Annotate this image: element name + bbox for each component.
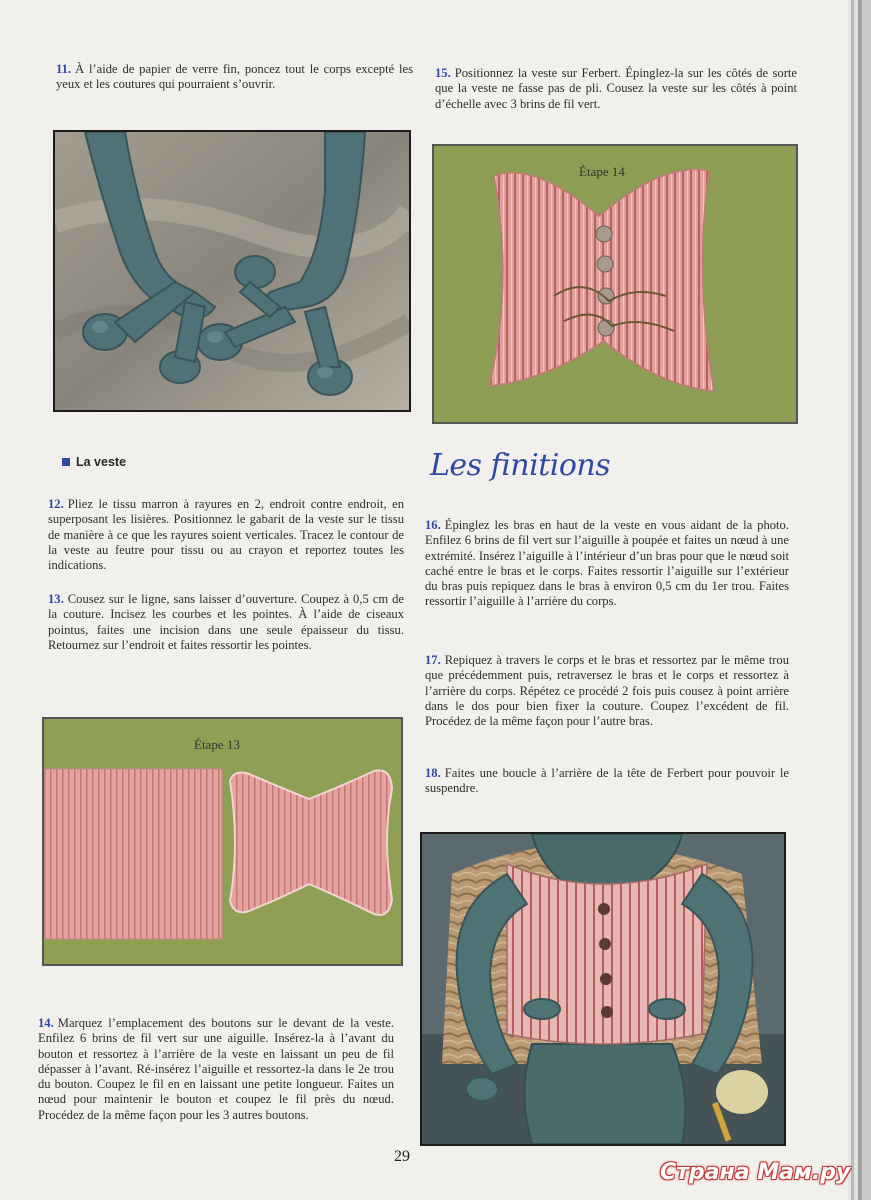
step-11 (56, 62, 413, 93)
step-11-number: 11. (56, 62, 72, 76)
photo-etape-14 (432, 144, 798, 424)
page-edge-2 (858, 0, 861, 1200)
step-14-text: Marquez l’emplacement des boutons sur le devant de la veste. Enfilez 6 brins de fil vert sur une aiguille. Insérez-la à l’avant du bouton et ressortez à l’arrière de la veste en laissant un peu de fil dépasser à l’avant. Ré-insérez l’aiguille et ressortez-la dans le 2e trou du bouton. Coupez le fil en en laissant une petite longueur. Faites un nœud pour maintenir le bouton et coupez le fil près du nœud. Procédez de la même façon pour les 3 autres boutons. (38, 1016, 394, 1122)
section-heading-veste-text: La veste (76, 455, 127, 469)
watermark: Страна Мам.ру (660, 1160, 851, 1185)
step-16-number: 16. (425, 518, 441, 532)
step-14 (38, 1016, 394, 1123)
step-13-text: Cousez sur le ligne, sans laisser d’ouverture. Coupez à 0,5 cm de la couture. Incisez les courbes et les pointes. À l’aide de ciseaux pointus, faites une incision dans une seule épaisseur du tissu. Retournez sur l’endroit et faites ressortir les pointes. (48, 592, 404, 652)
step-13-number: 13. (48, 592, 64, 606)
step-17-number: 17. (425, 653, 441, 667)
page-edge (848, 0, 851, 1200)
step-15-number: 15. (435, 66, 451, 80)
step-17 (425, 653, 789, 729)
photo-frog-legs (53, 130, 411, 412)
step-12-number: 12. (48, 497, 64, 511)
section-heading-veste (62, 455, 126, 469)
step-11-text: À l’aide de papier de verre fin, poncez tout le corps excepté les yeux et les coutures qui pourraient s’ouvrir. (56, 62, 413, 92)
step-16 (425, 518, 789, 610)
photo-frog-in-vest (420, 832, 786, 1146)
step-16-text: Épinglez les bras en haut de la veste en vous aidant de la photo. Enfilez 6 brins de fil vert sur l’aiguille à poupée et faites un nœud à une extrémité. Insérez l’aiguille à l’intérieur d’un bras pour que le nœud soit caché entre le bras et le corps. Faites ressortir l’aiguille sur l’extérieur du bras puis repiquez dans le bras à environ 0,5 cm du 1er trou. Faites ressortir l’aiguille à l’arrière du corps. (425, 518, 789, 609)
step-17-text: Repiquez à travers le corps et le bras et ressortez par le même trou que précédemment puis, retraversez le bras et le corps et ressortez à l’arrière du corps. Répétez ce procédé 2 fois puis cousez à point arrière dans le dos pour bien fixer la couture. Coupez l’excédent de fil. Procédez de la même façon pour l’autre bras. (425, 653, 789, 729)
step-15-text: Positionnez la veste sur Ferbert. Épinglez-la sur les côtés de sorte que la veste ne fasse pas de pli. Cousez la veste sur les côtés à point d’échelle avec 3 brins de fil vert. (435, 66, 797, 111)
etape-14-caption: Étape 14 (579, 164, 625, 179)
step-18-text: Faites une boucle à l’arrière de la tête de Ferbert pour pouvoir le suspendre. (425, 766, 789, 796)
step-15 (435, 66, 797, 112)
step-12 (48, 497, 404, 573)
page-number: 29 (394, 1148, 410, 1165)
section-heading-finitions: Les finitions (430, 448, 611, 483)
etape-13-caption: Étape 13 (194, 737, 240, 752)
bullet-square-icon (62, 458, 70, 466)
photo-etape-13 (42, 717, 403, 966)
step-18 (425, 766, 789, 797)
step-12-text: Pliez le tissu marron à rayures en 2, endroit contre endroit, en superposant les lisières. Positionnez le gabarit de la veste sur le tissu de manière à ce que les rayures soient verticales. Tracez le contour de la veste au feutre pour tissu ou au crayon et reportez toutes les indications. (48, 497, 404, 573)
step-14-number: 14. (38, 1016, 54, 1030)
step-18-number: 18. (425, 766, 441, 780)
step-13 (48, 592, 404, 653)
